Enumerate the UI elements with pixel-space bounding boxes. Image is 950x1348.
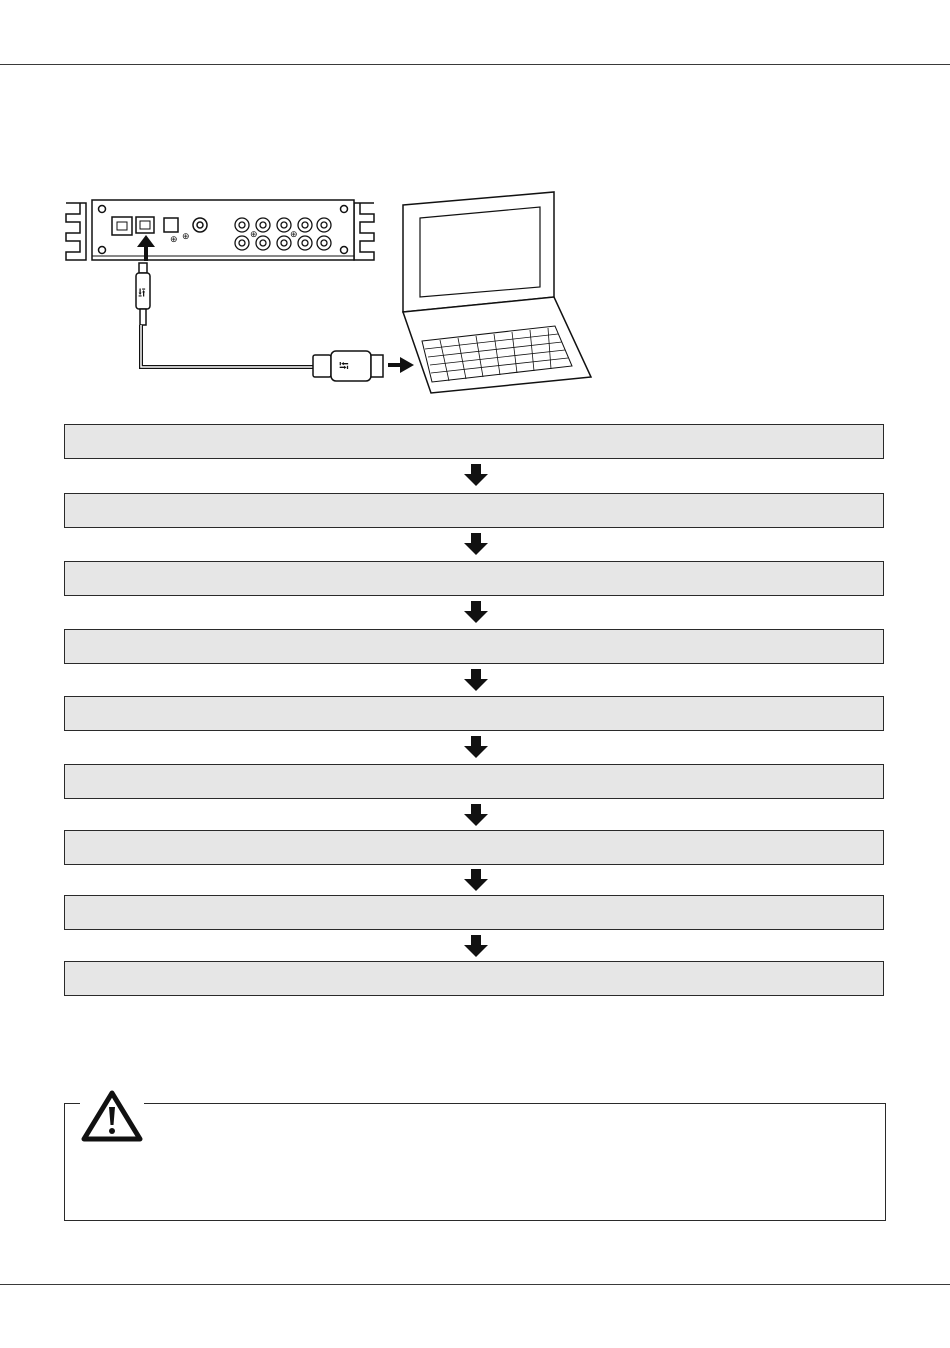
flow-step-1	[64, 424, 884, 459]
svg-text:⊕: ⊕	[182, 231, 190, 241]
flow-step-7	[64, 830, 884, 865]
flow-step-2	[64, 493, 884, 528]
svg-text:⭾: ⭾	[339, 358, 349, 373]
flow-step-6	[64, 764, 884, 799]
down-arrow-icon	[464, 803, 488, 827]
down-arrow-icon	[464, 668, 488, 692]
down-arrow-icon	[464, 600, 488, 624]
connection-illustration	[60, 185, 600, 400]
svg-text:⊕: ⊕	[250, 229, 258, 239]
usb-cable-icon	[136, 263, 383, 381]
svg-text:⊕: ⊕	[290, 229, 298, 239]
warning-box	[64, 1103, 886, 1221]
flow-step-5	[64, 696, 884, 731]
svg-text:⭿: ⭿	[138, 286, 146, 300]
amplifier-rear-panel-icon	[66, 200, 374, 260]
flow-step-3	[64, 561, 884, 596]
down-arrow-icon	[464, 463, 488, 487]
footer-rule	[0, 1284, 950, 1285]
right-arrow-icon	[388, 357, 414, 373]
down-arrow-icon	[464, 735, 488, 759]
flow-step-4	[64, 629, 884, 664]
flow-step-9	[64, 961, 884, 996]
down-arrow-icon	[464, 934, 488, 958]
down-arrow-icon	[464, 532, 488, 556]
svg-text:⊕: ⊕	[170, 234, 178, 244]
flow-step-8	[64, 895, 884, 930]
header-rule	[0, 64, 950, 65]
laptop-icon	[403, 192, 591, 393]
warning-triangle-icon	[80, 1089, 144, 1143]
down-arrow-icon	[464, 868, 488, 892]
